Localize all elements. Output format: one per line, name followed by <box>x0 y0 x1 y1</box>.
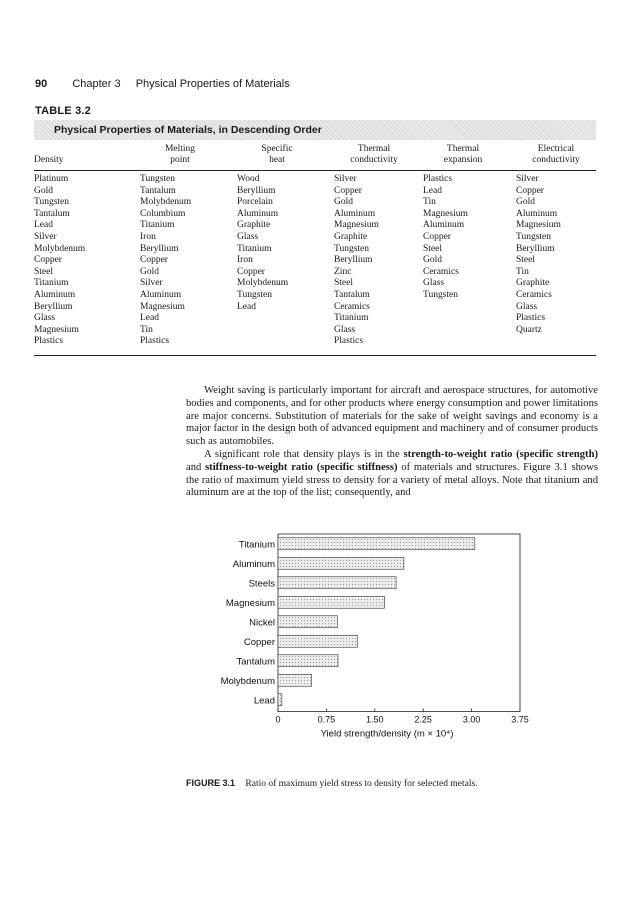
x-tick-label: 3.00 <box>462 714 481 725</box>
table-cell: Aluminum <box>516 208 558 219</box>
bar-copper <box>278 635 357 647</box>
table-cell: Steel <box>334 278 353 289</box>
table-cell: Titanium <box>34 278 69 289</box>
x-tick-label: 3.75 <box>511 714 529 725</box>
column-header: Thermal expansion <box>443 144 483 165</box>
table-cell: Glass <box>34 313 56 324</box>
category-label-aluminum: Aluminum <box>232 558 275 570</box>
table-cell: Zinc <box>334 266 352 277</box>
table-cell: Ceramics <box>334 301 370 312</box>
category-label-titanium: Titanium <box>238 539 275 551</box>
x-tick-label: 2.25 <box>414 714 432 725</box>
table-cell: Beryllium <box>516 243 555 254</box>
table-cell: Beryllium <box>334 255 373 266</box>
bar-steels <box>278 577 396 589</box>
table-cell: Aluminum <box>423 220 465 231</box>
table-cell: Copper <box>34 255 62 266</box>
table-cell: Tin <box>140 324 153 335</box>
table-cell: Glass <box>237 231 259 242</box>
table-cell: Magnesium <box>34 324 79 335</box>
category-label-copper: Copper <box>243 636 275 648</box>
body-text <box>186 385 598 500</box>
table-cell: Iron <box>140 231 156 242</box>
table-cell: Beryllium <box>140 243 179 254</box>
running-header <box>35 78 290 90</box>
table-title: Physical Properties of Materials, in Descending Order <box>54 124 322 136</box>
yield-strength-chart <box>190 530 530 745</box>
table-label: TABLE 3.2 <box>35 105 91 117</box>
table-body <box>34 171 596 356</box>
x-tick-label: 0.75 <box>317 714 336 725</box>
table-cell: Platinum <box>34 174 69 184</box>
table-cell: Copper <box>334 185 362 196</box>
table-cell: Graphite <box>516 278 550 289</box>
table-title-banner <box>34 120 596 140</box>
properties-table <box>34 142 596 356</box>
table-cell: Lead <box>140 313 159 324</box>
p2-text-a: A significant role that density plays is in the <box>204 448 404 460</box>
table-cell: Porcelain <box>237 197 273 208</box>
table-cell: Molybdenum <box>34 243 86 254</box>
table-cell: Titanium <box>140 220 175 231</box>
table-column <box>237 174 288 313</box>
table-cell: Lead <box>423 185 442 196</box>
table-cell: Plastics <box>140 336 170 347</box>
table-cell: Plastics <box>516 313 546 324</box>
table-cell: Aluminum <box>34 289 76 300</box>
category-label-nickel: Nickel <box>249 617 275 629</box>
bar-molybdenum <box>278 674 312 686</box>
figure-caption <box>186 778 478 789</box>
table-cell: Silver <box>334 174 357 184</box>
table-cell: Plastics <box>34 336 64 347</box>
table-cell: Gold <box>140 266 159 277</box>
table-column <box>34 174 85 348</box>
table-cell: Molybdenum <box>237 278 289 289</box>
bar-aluminum <box>278 557 404 569</box>
p2-text-d: of materials and structures. Figure 3.1 shows the ratio of maximum yield stress to density for a variety of metal alloys. Note that titanium and aluminum are at the top of the list; consequently, and <box>186 461 598 499</box>
table-cell: Quartz <box>516 324 542 335</box>
table-cell: Tungsten <box>34 197 70 208</box>
figure-label: FIGURE 3.1 <box>186 778 236 788</box>
chapter-title: Physical Properties of Materials <box>135 78 290 90</box>
table-cell: Steel <box>423 243 442 254</box>
table-cell: Tungsten <box>334 243 370 254</box>
table-cell: Magnesium <box>516 220 561 231</box>
table-cell: Molybdenum <box>140 197 192 208</box>
table-cell: Beryllium <box>34 301 73 312</box>
table-cell: Tin <box>516 266 529 277</box>
table-cell: Steel <box>516 255 535 266</box>
bar-titanium <box>278 538 475 550</box>
figure-caption-text: Ratio of maximum yield stress to density for selected metals. <box>245 779 478 789</box>
category-label-molybdenum: Molybdenum <box>220 675 275 687</box>
column-header: Thermal conductivity <box>350 144 398 165</box>
column-header: Melting point <box>164 144 196 165</box>
table-cell: Ceramics <box>516 289 552 300</box>
table-cell: Glass <box>423 278 445 289</box>
p2-term-specific-stiffness: stiffness-to-weight ratio (specific stiffness) <box>205 461 398 473</box>
bar-magnesium <box>278 596 384 608</box>
table-cell: Silver <box>140 278 163 289</box>
table-column <box>334 174 379 348</box>
table-cell: Glass <box>516 301 538 312</box>
table-cell: Ceramics <box>423 266 459 277</box>
table-cell: Copper <box>516 185 544 196</box>
table-cell: Gold <box>34 185 53 196</box>
table-cell: Steel <box>34 266 53 277</box>
table-cell: Aluminum <box>237 208 279 219</box>
page-number: 90 <box>35 78 48 90</box>
p2-term-specific-strength: strength-to-weight ratio (specific strength) <box>403 448 599 460</box>
table-cell: Tungsten <box>140 174 176 184</box>
table-cell: Tungsten <box>423 289 459 300</box>
table-cell: Lead <box>34 220 53 231</box>
table-cell: Tungsten <box>516 231 552 242</box>
table-cell: Tantalum <box>140 185 176 196</box>
x-axis-label: Yield strength/density (m × 10⁴) <box>320 728 454 740</box>
bar-nickel <box>278 616 337 628</box>
table-column <box>516 174 561 336</box>
table-cell: Graphite <box>237 220 271 231</box>
bar-tantalum <box>278 655 338 667</box>
column-header: Specific heat <box>261 144 293 165</box>
x-tick-label: 1.50 <box>366 714 384 725</box>
table-cell: Glass <box>334 324 356 335</box>
chapter-label: Chapter 3 <box>72 78 121 90</box>
table-cell: Tantalum <box>34 208 70 219</box>
p2-text-c: and <box>186 461 206 473</box>
table-cell: Titanium <box>237 243 272 254</box>
table-cell: Gold <box>423 255 442 266</box>
category-label-tantalum: Tantalum <box>236 656 275 668</box>
category-label-magnesium: Magnesium <box>225 597 275 609</box>
paragraph-1: Weight saving is particularly important for aircraft and aerospace structures, for automotive bodies and components, and for other products where energy consumption and power limitations are major concerns. Substitution of materials for the sake of weight savings and economy is a major factor in the design both of advanced equipment and machinery and of consumer products such as automobiles. <box>186 385 598 448</box>
table-cell: Aluminum <box>334 208 376 219</box>
table-cell: Tin <box>423 197 436 208</box>
paragraph-2 <box>186 449 598 500</box>
table-cell: Plastics <box>334 336 364 347</box>
table-cell: Silver <box>516 174 539 184</box>
category-label-lead: Lead <box>253 695 275 707</box>
column-header: Density <box>34 155 64 165</box>
table-cell: Graphite <box>334 231 368 242</box>
table-cell: Magnesium <box>423 208 468 219</box>
table-cell: Columbium <box>140 208 186 219</box>
table-cell: Beryllium <box>237 185 276 196</box>
x-tick-label: 0 <box>275 714 281 725</box>
table-cell: Tantalum <box>334 289 370 300</box>
table-cell: Titanium <box>334 313 369 324</box>
table-cell: Copper <box>237 266 265 277</box>
table-cell: Copper <box>423 231 451 242</box>
table-cell: Gold <box>334 197 353 208</box>
bar-lead <box>278 694 282 706</box>
table-cell: Iron <box>237 255 253 266</box>
category-label-steels: Steels <box>248 578 275 590</box>
column-header: Electrical conductivity <box>532 144 580 165</box>
table-cell: Gold <box>516 197 535 208</box>
table-cell: Magnesium <box>334 220 379 231</box>
table-cell: Lead <box>237 301 256 312</box>
table-cell: Plastics <box>423 174 453 184</box>
table-cell: Magnesium <box>140 301 185 312</box>
table-header <box>34 142 596 171</box>
table-cell: Silver <box>34 231 57 242</box>
table-column <box>423 174 468 302</box>
table-column <box>140 174 191 348</box>
table-cell: Copper <box>140 255 168 266</box>
table-cell: Aluminum <box>140 289 182 300</box>
table-cell: Tungsten <box>237 289 273 300</box>
table-cell: Wood <box>237 174 260 184</box>
